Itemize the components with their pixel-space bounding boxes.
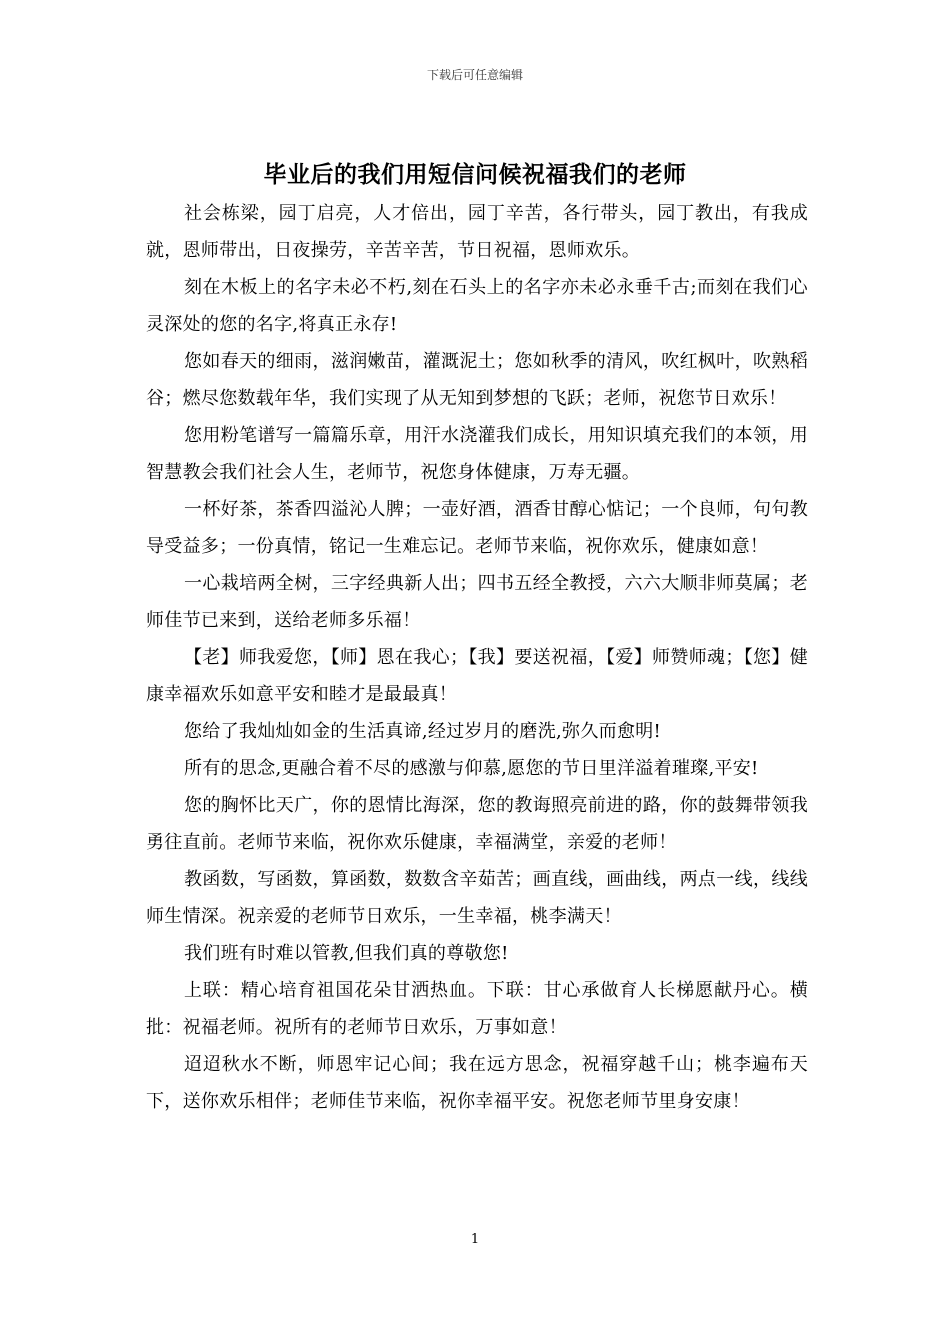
paragraph: 所有的思念,更融合着不尽的感激与仰慕,愿您的节日里洋溢着璀璨,平安!	[184, 758, 759, 779]
paragraph: 迢迢秋水不断，师恩牢记心间；我在远方思念，祝福穿越千山；桃李遍布天下，送你欢乐相伴；老师佳节来临，祝你幸福平安。祝您老师节里身安康！	[146, 1054, 808, 1112]
document-body	[146, 195, 808, 1120]
paragraph: 您给了我灿灿如金的生活真谛,经过岁月的磨洗,弥久而愈明!	[184, 721, 662, 742]
paragraph: 刻在木板上的名字未必不朽,刻在石头上的名字亦未必永垂千古;而刻在我们心灵深处的您的名字,将真正永存!	[146, 277, 808, 335]
paragraph: 您的胸怀比天广，你的恩情比海深，您的教诲照亮前进的路，你的鼓舞带领我勇往直前。老师节来临，祝你欢乐健康，幸福满堂，亲爱的老师！	[146, 795, 808, 853]
paragraph: 教函数，写函数，算函数，数数含辛茹苦；画直线，画曲线，两点一线，线线师生情深。祝亲爱的老师节日欢乐，一生幸福，桃李满天！	[146, 869, 808, 927]
paragraph: 一心栽培两全树，三字经典新人出；四书五经全教授，六六大顺非师莫属；老师佳节已来到，送给老师多乐福！	[146, 573, 808, 631]
paragraph: 【老】师我爱您，【师】恩在我心；【我】要送祝福，【爱】师赞师魂；【您】健康幸福欢乐如意平安和睦才是最最真！	[146, 647, 808, 705]
paragraph: 一杯好茶，茶香四溢沁人脾；一壶好酒，酒香甘醇心惦记；一个良师，句句教导受益多；一份真情，铭记一生难忘记。老师节来临，祝你欢乐，健康如意！	[146, 499, 808, 557]
document-title: 毕业后的我们用短信问候祝福我们的老师	[263, 161, 687, 188]
paragraph: 您如春天的细雨，滋润嫩苗，灌溉泥土；您如秋季的清风，吹红枫叶，吹熟稻谷；燃尽您数载年华，我们实现了从无知到梦想的飞跃；老师，祝您节日欢乐！	[146, 351, 808, 409]
paragraph: 上联：精心培育祖国花朵甘洒热血。下联：甘心承做育人长梯愿献丹心。横批：祝福老师。祝所有的老师节日欢乐，万事如意！	[146, 980, 808, 1038]
paragraph: 社会栋梁，园丁启亮，人才倍出，园丁辛苦，各行带头，园丁教出，有我成就，恩师带出，日夜操劳，辛苦辛苦，节日祝福，恩师欢乐。	[146, 203, 808, 261]
header-note: 下载后可任意编辑	[426, 68, 523, 82]
paragraph: 我们班有时难以管教,但我们真的尊敬您!	[184, 943, 509, 964]
paragraph: 您用粉笔谱写一篇篇乐章，用汗水浇灌我们成长，用知识填充我们的本领，用智慧教会我们社会人生，老师节，祝您身体健康，万寿无疆。	[146, 425, 808, 483]
page-number: 1	[470, 1232, 480, 1247]
